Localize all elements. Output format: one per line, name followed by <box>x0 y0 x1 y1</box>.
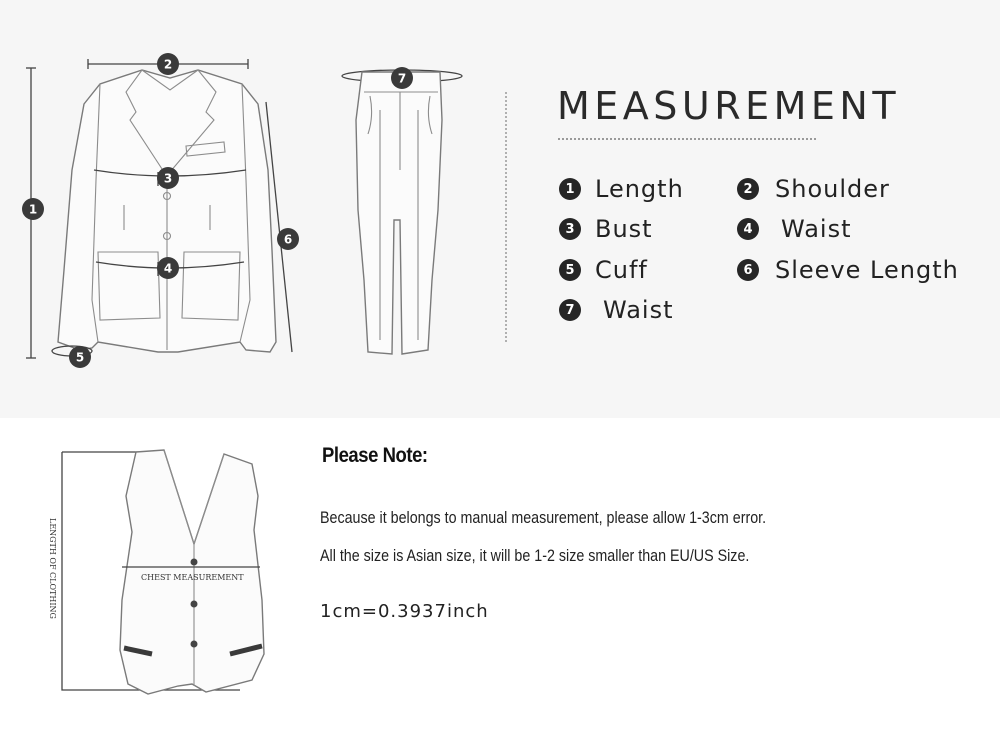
pants-diagram <box>330 50 490 370</box>
vest-diagram <box>40 440 280 700</box>
svg-text:7: 7 <box>397 71 407 86</box>
measurement-title: MEASUREMENT <box>557 84 901 128</box>
legend-badge: 2 <box>737 178 759 200</box>
note-line-size: All the size is Asian size, it will be 1-2 size smaller than EU/US Size. <box>320 546 750 565</box>
svg-text:5: 5 <box>75 350 85 365</box>
legend-label: Cuff <box>595 256 648 284</box>
legend-label: Waist <box>781 215 852 243</box>
legend-label: Bust <box>595 215 653 243</box>
svg-text:2: 2 <box>163 57 173 72</box>
legend-item-bust <box>559 215 653 243</box>
svg-text:3: 3 <box>163 171 173 186</box>
legend-label: Length <box>595 175 684 203</box>
legend-item-sleeve-length <box>737 256 959 284</box>
svg-text:4: 4 <box>163 261 173 276</box>
jacket-diagram <box>0 0 320 380</box>
legend-badge: 5 <box>559 259 581 281</box>
svg-text:6: 6 <box>283 232 293 247</box>
legend-badge: 6 <box>737 259 759 281</box>
unit-conversion: 1cm=0.3937inch <box>320 601 489 622</box>
legend-item-waist <box>737 215 851 243</box>
title-underline <box>558 138 816 140</box>
legend-item-shoulder <box>737 175 890 203</box>
legend-badge: 1 <box>559 178 581 200</box>
legend-item-length <box>559 175 684 203</box>
legend-label: Shoulder <box>775 175 890 203</box>
note-line-error: Because it belongs to manual measurement, please allow 1-3cm error. <box>320 508 767 527</box>
legend-item-cuff <box>559 256 648 284</box>
length-of-clothing-label: LENGTH OF CLOTHING <box>48 518 57 619</box>
note-title: Please Note: <box>322 444 428 467</box>
legend-badge: 3 <box>559 218 581 240</box>
legend-item-pants-waist <box>559 296 673 324</box>
legend-label: Sleeve Length <box>775 256 959 284</box>
section-divider <box>505 92 507 342</box>
legend-badge: 4 <box>737 218 759 240</box>
legend-badge: 7 <box>559 299 581 321</box>
legend-label: Waist <box>603 296 674 324</box>
svg-text:1: 1 <box>28 202 38 217</box>
chest-measurement-label: CHEST MEASUREMENT <box>141 573 244 582</box>
